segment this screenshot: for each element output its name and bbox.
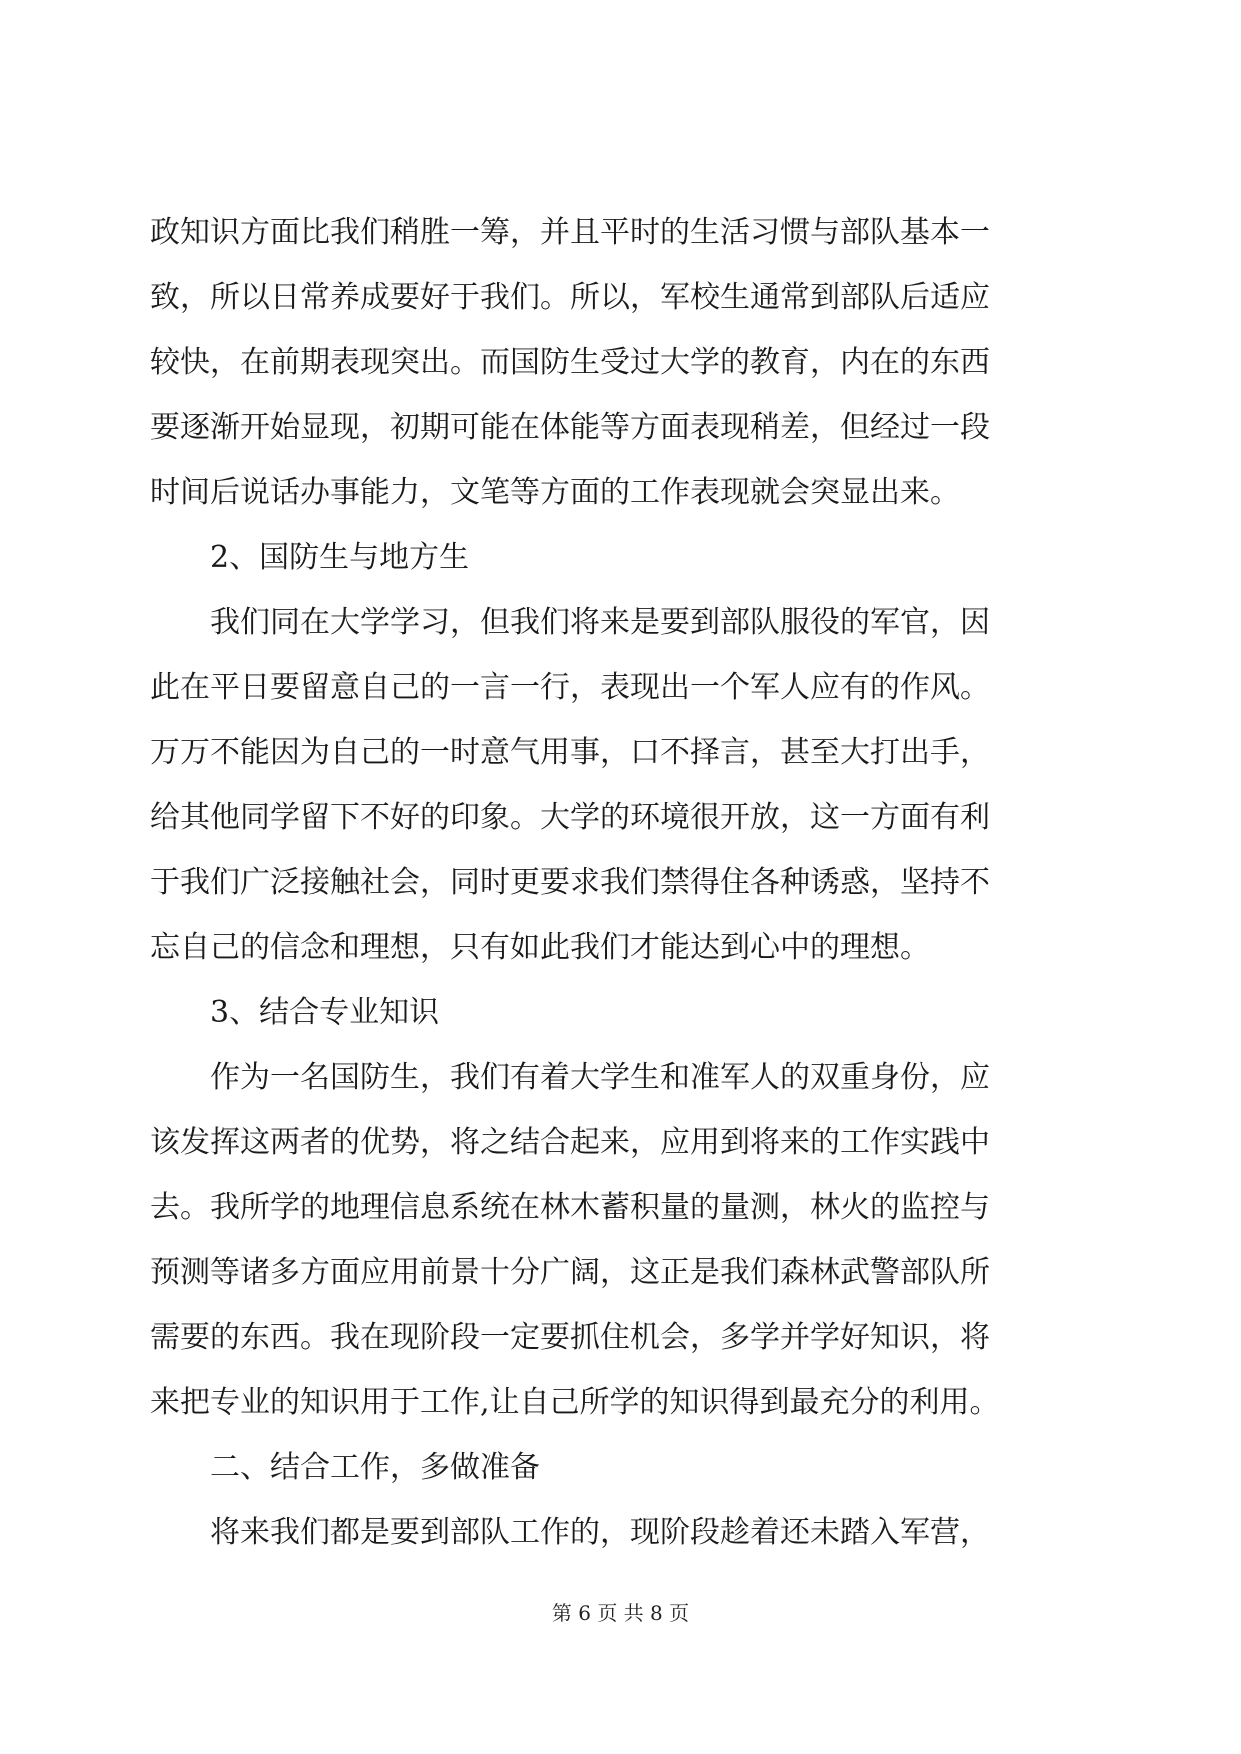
text-line: 给其他同学留下不好的印象。大学的环境很开放，这一方面有利: [150, 800, 990, 835]
text-line: 忘自己的信念和理想，只有如此我们才能达到心中的理想。: [150, 930, 930, 965]
text-line: 预测等诸多方面应用前景十分广阔，这正是我们森林武警部队所: [150, 1255, 990, 1290]
text-line: 去。我所学的地理信息系统在林木蓄积量的量测，林火的监控与: [150, 1190, 990, 1225]
text-line: 于我们广泛接触社会，同时更要求我们禁得住各种诱惑，坚持不: [150, 865, 990, 900]
text-line: 来把专业的知识用于工作,让自己所学的知识得到最充分的利用。: [150, 1385, 1000, 1420]
text-line: 二、结合工作，多做准备: [210, 1450, 540, 1485]
text-line: 此在平日要留意自己的一言一行，表现出一个军人应有的作风。: [150, 670, 990, 705]
text-line: 要逐渐开始显现，初期可能在体能等方面表现稍差，但经过一段: [150, 410, 990, 445]
text-line: 将来我们都是要到部队工作的，现阶段趁着还未踏入军营，: [210, 1515, 990, 1550]
text-line: 较快，在前期表现突出。而国防生受过大学的教育，内在的东西: [150, 345, 990, 380]
text-line: 该发挥这两者的优势，将之结合起来，应用到将来的工作实践中: [150, 1125, 990, 1160]
text-line: 3、结合专业知识: [210, 995, 440, 1030]
document-body: [150, 200, 1100, 1565]
text-line: 政知识方面比我们稍胜一筹，并且平时的生活习惯与部队基本一: [150, 215, 990, 250]
page-footer: 第 6 页 共 8 页: [551, 1601, 690, 1625]
text-line: 需要的东西。我在现阶段一定要抓住机会，多学并学好知识，将: [150, 1320, 990, 1355]
text-line: 2、国防生与地方生: [210, 540, 470, 575]
text-line: 我们同在大学学习，但我们将来是要到部队服役的军官，因: [210, 605, 990, 640]
text-line: 时间后说话办事能力，文笔等方面的工作表现就会突显出来。: [150, 475, 960, 510]
text-line: 作为一名国防生，我们有着大学生和准军人的双重身份，应: [210, 1060, 990, 1095]
text-line: 万万不能因为自己的一时意气用事，口不择言，甚至大打出手，: [150, 735, 990, 770]
text-line: 致，所以日常养成要好于我们。所以，军校生通常到部队后适应: [150, 280, 990, 315]
